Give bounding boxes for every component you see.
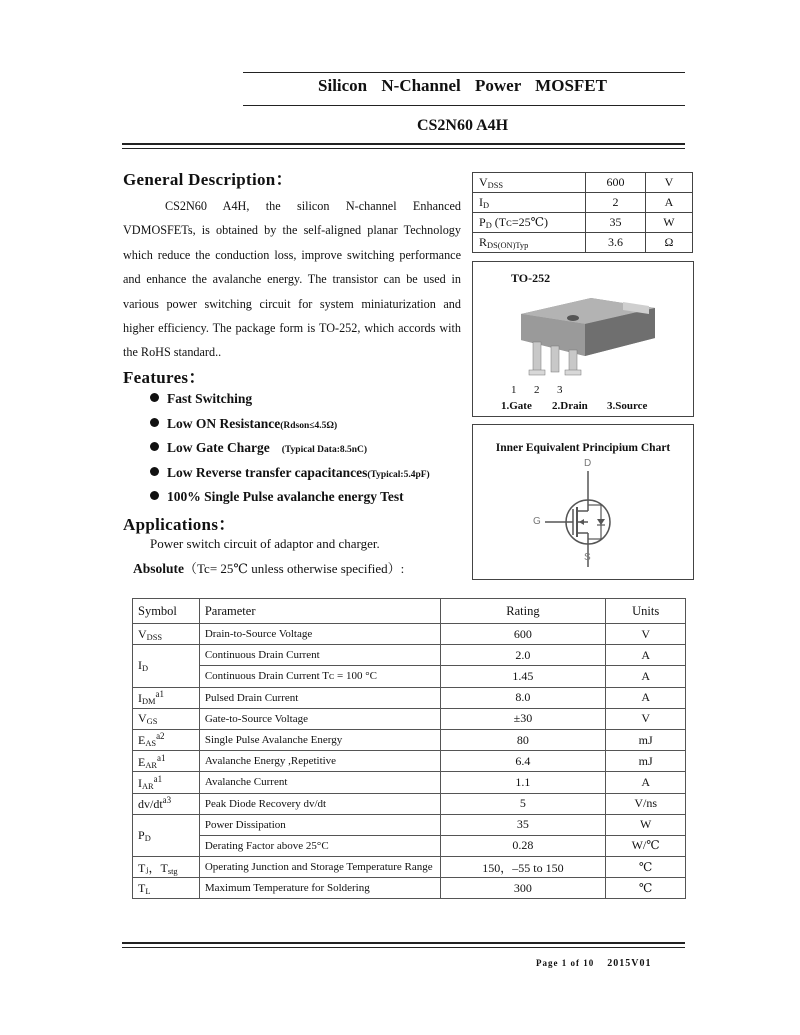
ratings-unit: ℃: [606, 878, 686, 899]
feature-text: Low Gate Charge: [167, 440, 270, 456]
symbol-subscript: GS: [146, 717, 158, 727]
spec-value: 600: [586, 173, 646, 193]
spec-unit: V: [645, 173, 692, 193]
ratings-unit: V/ns: [606, 793, 686, 814]
symbol-main: I: [138, 775, 142, 790]
ratings-value: 0.28: [440, 835, 606, 856]
ratings-unit: V: [606, 708, 686, 729]
document-title: Silicon N-Channel Power MOSFET: [318, 76, 607, 95]
ratings-value: 150，–55 to 150: [440, 857, 606, 878]
spec-row: [473, 173, 693, 193]
header-thin-rule: [122, 148, 685, 149]
symbol-subscript: L: [145, 886, 151, 896]
spec-unit: W: [645, 213, 692, 233]
symbol-note: a1: [153, 773, 163, 784]
pin-label-source: 3.Source: [607, 400, 648, 412]
ratings-row: [133, 814, 686, 835]
feature-note: (Rdson≤4.5Ω): [280, 420, 338, 431]
equivalent-circuit-figure: [472, 424, 694, 580]
package-name: TO-252: [511, 271, 551, 285]
bullet-icon: [150, 467, 159, 476]
version-label: 2015V01: [607, 958, 652, 969]
footer-thick-rule: [122, 942, 685, 944]
feature-text: Low Reverse transfer capacitances: [167, 464, 368, 480]
symbol-main: T: [138, 880, 146, 895]
ratings-row: [133, 793, 686, 814]
feature-note: (Typical Data:8.5nC): [281, 445, 368, 456]
symbol-note: a1: [155, 689, 164, 700]
ratings-value: 5: [440, 793, 606, 814]
pin-number-1: 1: [511, 384, 517, 396]
ratings-symbol: [133, 772, 200, 793]
spec-unit: Ω: [645, 233, 692, 253]
ratings-parameter: Power Dissipation: [199, 814, 440, 835]
symbol-note: a1: [156, 752, 166, 763]
symbol-subscript: stg: [167, 866, 178, 876]
equivalent-circuit-title: Inner Equivalent Principium Chart: [495, 442, 671, 454]
spec-symbol: R: [479, 234, 488, 249]
spec-subscript: DSS: [487, 181, 504, 191]
symbol-subscript: AR: [142, 781, 154, 791]
ratings-row: [133, 772, 686, 793]
applications-text: Power switch circuit of adaptor and charger.: [150, 536, 380, 551]
spec-subscript: D: [485, 221, 492, 231]
header-thick-rule: [122, 143, 685, 145]
ratings-parameter: Avalanche Energy ,Repetitive: [199, 751, 440, 772]
pin-number-3: 3: [557, 384, 563, 396]
general-description-heading: General Description：: [123, 170, 293, 189]
spec-symbol: V: [479, 174, 488, 189]
spec-parameter: [473, 233, 586, 253]
symbol-subscript: D: [144, 833, 151, 843]
symbol-main: Tⱼ，T: [138, 860, 168, 875]
ratings-parameter: Continuous Drain Current Tᴄ = 100 °C: [199, 666, 440, 687]
ratings-header-cell: Symbol: [133, 599, 200, 624]
ratings-header-row: [133, 599, 686, 624]
symbol-main: E: [138, 754, 146, 769]
gate-terminal-label: G: [533, 516, 541, 527]
package-figure: [472, 261, 694, 417]
features-list: [150, 387, 430, 510]
ratings-value: 8.0: [440, 687, 606, 708]
symbol-subscript: AR: [145, 760, 157, 770]
general-description-text: [123, 194, 461, 365]
ratings-value: 1.1: [440, 772, 606, 793]
ratings-symbol: [133, 878, 200, 899]
spec-parameter: [473, 193, 586, 213]
ratings-value: 1.45: [440, 666, 606, 687]
spec-row: [473, 233, 693, 253]
ratings-symbol: [133, 624, 200, 645]
symbol-main: I: [138, 658, 142, 673]
pin-label-gate: 1.Gate: [501, 400, 532, 412]
symbol-main: dv/dt: [138, 797, 163, 812]
spec-symbol: I: [479, 194, 483, 209]
key-specs-table: [472, 172, 693, 253]
feature-item: [150, 412, 430, 437]
mosfet-symbol-icon: [473, 457, 693, 577]
ratings-header-cell: Units: [606, 599, 686, 624]
ratings-unit: ℃: [606, 857, 686, 878]
ratings-unit: A: [606, 772, 686, 793]
spec-row: [473, 193, 693, 213]
symbol-main: V: [138, 626, 147, 641]
pin-label-drain: 2.Drain: [552, 400, 588, 412]
spec-parameter: [473, 173, 586, 193]
ratings-row: [133, 645, 686, 666]
source-terminal-label: S: [584, 552, 591, 563]
part-number: CS2N60 A4H: [416, 117, 509, 134]
spec-condition: (Tᴄ=25℃): [491, 214, 548, 229]
ratings-symbol: [133, 729, 200, 750]
ratings-row: [133, 729, 686, 750]
symbol-note: a2: [156, 731, 165, 742]
symbol-subscript: AS: [145, 739, 157, 749]
feature-text: Low ON Resistance: [167, 415, 281, 431]
page-indicator: Page 1 of 10: [536, 958, 595, 968]
header-top-rule: [243, 72, 685, 73]
absolute-condition: （Tc= 25℃ unless otherwise specified）:: [184, 561, 405, 576]
ratings-parameter: Avalanche Current: [199, 772, 440, 793]
spec-symbol: P: [479, 214, 486, 229]
feature-item: [150, 485, 430, 510]
ratings-symbol: [133, 708, 200, 729]
spec-value: 3.6: [586, 233, 646, 253]
ratings-row: [133, 666, 686, 687]
ratings-value: 300: [440, 878, 606, 899]
feature-note: (Typical:5.4pF): [367, 469, 430, 480]
ratings-unit: mJ: [606, 751, 686, 772]
ratings-unit: A: [606, 666, 686, 687]
ratings-value: 80: [440, 729, 606, 750]
ratings-parameter: Single Pulse Avalanche Energy: [199, 729, 440, 750]
ratings-row: [133, 751, 686, 772]
spec-row: [473, 213, 693, 233]
ratings-unit: W: [606, 814, 686, 835]
ratings-row: [133, 624, 686, 645]
spec-subscript: D: [483, 201, 490, 211]
ratings-row: [133, 708, 686, 729]
ratings-parameter: Peak Diode Recovery dv/dt: [199, 793, 440, 814]
ratings-parameter: Pulsed Drain Current: [199, 687, 440, 708]
spec-parameter: [473, 213, 586, 233]
pin-number-2: 2: [534, 384, 540, 396]
ratings-value: ±30: [440, 708, 606, 729]
ratings-unit: V: [606, 624, 686, 645]
symbol-note: a3: [162, 795, 172, 806]
applications-heading: Applications：: [123, 515, 236, 534]
ratings-row: [133, 857, 686, 878]
bullet-icon: [150, 393, 159, 402]
symbol-main: E: [138, 733, 146, 748]
spec-unit: A: [645, 193, 692, 213]
feature-item: [150, 387, 430, 412]
feature-text: Fast Switching: [167, 391, 253, 406]
ratings-value: 6.4: [440, 751, 606, 772]
ratings-row: [133, 687, 686, 708]
to252-package-icon: [473, 284, 693, 394]
ratings-header-cell: Parameter: [199, 599, 440, 624]
bullet-icon: [150, 418, 159, 427]
features-heading: Features：: [123, 368, 206, 387]
ratings-symbol: [133, 645, 200, 687]
symbol-main: V: [138, 711, 147, 726]
ratings-symbol: [133, 793, 200, 814]
symbol-main: I: [138, 691, 142, 706]
absolute-ratings-caption: [133, 558, 404, 577]
ratings-parameter: Continuous Drain Current: [199, 645, 440, 666]
ratings-parameter: Gate-to-Source Voltage: [199, 708, 440, 729]
ratings-unit: mJ: [606, 729, 686, 750]
spec-subscript: DS(ON)Typ: [487, 241, 529, 251]
ratings-row: [133, 835, 686, 856]
ratings-unit: A: [606, 645, 686, 666]
footer-thin-rule: [122, 947, 685, 948]
bullet-icon: [150, 491, 159, 500]
drain-terminal-label: D: [584, 458, 592, 469]
ratings-symbol: [133, 814, 200, 856]
ratings-header-cell: Rating: [440, 599, 606, 624]
feature-item: [150, 436, 430, 461]
feature-text: 100% Single Pulse avalanche energy Test: [167, 489, 404, 505]
absolute-label: Absolute: [133, 561, 185, 576]
symbol-subscript: D: [142, 664, 149, 674]
ratings-symbol: [133, 687, 200, 708]
ratings-value: 600: [440, 624, 606, 645]
ratings-symbol: [133, 857, 200, 878]
symbol-main: P: [138, 827, 145, 842]
spec-value: 2: [586, 193, 646, 213]
symbol-subscript: DSS: [146, 632, 163, 642]
ratings-row: [133, 878, 686, 899]
ratings-value: 2.0: [440, 645, 606, 666]
ratings-parameter: Drain-to-Source Voltage: [199, 624, 440, 645]
general-description-paragraph: CS2N60 A4H, the silicon N-channel Enhanced VDMOSFETs, is obtained by the self-aligned planar Technology which reduce the conduction loss, improve switching performance and enhance the avalanche energy. The transistor can be used in various power switching circuit for system miniaturization and higher efficiency. The package form is TO-252, which accords with the RoHS standard..: [123, 199, 461, 360]
symbol-subscript: DM: [142, 697, 156, 707]
ratings-unit: W/℃: [606, 835, 686, 856]
ratings-unit: A: [606, 687, 686, 708]
spec-value: 35: [586, 213, 646, 233]
footer-text: [536, 958, 651, 969]
ratings-parameter: Derating Factor above 25°C: [199, 835, 440, 856]
feature-item: [150, 461, 430, 486]
header-mid-rule: [243, 105, 685, 106]
ratings-parameter: Maximum Temperature for Soldering: [199, 878, 440, 899]
absolute-ratings-table: [132, 598, 686, 899]
bullet-icon: [150, 442, 159, 451]
ratings-parameter: Operating Junction and Storage Temperature Range: [199, 857, 440, 878]
ratings-value: 35: [440, 814, 606, 835]
ratings-symbol: [133, 751, 200, 772]
